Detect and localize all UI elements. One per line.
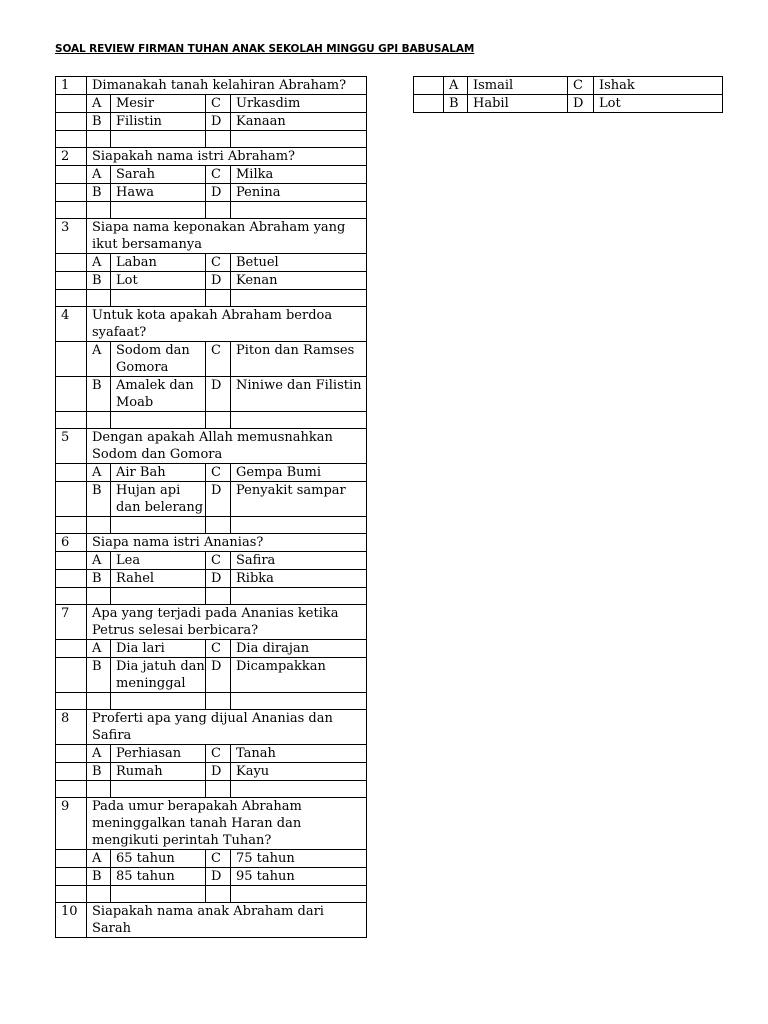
option-letter: B (87, 377, 111, 412)
blank-cell (206, 693, 231, 710)
option-row (56, 745, 367, 763)
option-letter: C (206, 166, 231, 184)
option-letter: B (87, 868, 111, 886)
blank-cell (111, 886, 206, 903)
option-letter: C (206, 745, 231, 763)
option-text: Betuel (231, 254, 367, 272)
question-text: Siapakah nama anak Abraham dari Sarah (87, 903, 367, 938)
blank-cell (56, 850, 87, 868)
option-text: Ismail (468, 77, 568, 95)
option-letter: A (87, 95, 111, 113)
spacer-row (56, 202, 367, 219)
option-text: Filistin (111, 113, 206, 131)
question-number: 2 (56, 148, 87, 166)
option-text: Kenan (231, 272, 367, 290)
option-letter: D (206, 570, 231, 588)
option-letter: C (206, 342, 231, 377)
option-letter: D (206, 272, 231, 290)
blank-cell (111, 588, 206, 605)
blank-cell (56, 113, 87, 131)
question-row (56, 77, 367, 95)
blank-cell (206, 131, 231, 148)
option-row (56, 868, 367, 886)
blank-cell (414, 77, 444, 95)
blank-cell (231, 781, 367, 798)
question-table-left (55, 76, 367, 938)
option-text: 75 tahun (231, 850, 367, 868)
question-text: Siapa nama istri Ananias? (87, 534, 367, 552)
blank-cell (56, 763, 87, 781)
option-text: Air Bah (111, 464, 206, 482)
option-row (56, 166, 367, 184)
blank-cell (87, 886, 111, 903)
blank-cell (206, 412, 231, 429)
option-text: Hawa (111, 184, 206, 202)
option-text: Penyakit sampar (231, 482, 367, 517)
blank-cell (231, 202, 367, 219)
option-letter: B (87, 272, 111, 290)
option-text: Dicampakkan (231, 658, 367, 693)
spacer-row (56, 588, 367, 605)
blank-cell (56, 517, 87, 534)
option-letter: A (444, 77, 468, 95)
option-text: Sodom dan Gomora (111, 342, 206, 377)
question-text: Dengan apakah Allah memusnahkan Sodom dan Gomora (87, 429, 367, 464)
blank-cell (56, 570, 87, 588)
blank-cell (87, 412, 111, 429)
spacer-row (56, 412, 367, 429)
blank-cell (231, 517, 367, 534)
blank-cell (206, 886, 231, 903)
blank-cell (87, 202, 111, 219)
option-row (56, 342, 367, 377)
question-row (56, 710, 367, 745)
blank-cell (56, 184, 87, 202)
option-letter: D (206, 377, 231, 412)
question-number: 6 (56, 534, 87, 552)
blank-cell (56, 202, 87, 219)
question-number: 10 (56, 903, 87, 938)
question-row (56, 219, 367, 254)
option-row (56, 570, 367, 588)
blank-cell (56, 412, 87, 429)
option-text: 85 tahun (111, 868, 206, 886)
question-row (56, 534, 367, 552)
option-text: Kayu (231, 763, 367, 781)
option-row (56, 184, 367, 202)
option-letter: C (568, 77, 594, 95)
question-number: 8 (56, 710, 87, 745)
question-row (56, 148, 367, 166)
blank-cell (231, 131, 367, 148)
blank-cell (56, 95, 87, 113)
blank-cell (111, 412, 206, 429)
option-row (56, 464, 367, 482)
blank-cell (87, 290, 111, 307)
question-row (56, 798, 367, 850)
blank-cell (206, 588, 231, 605)
option-row (56, 377, 367, 412)
spacer-row (56, 517, 367, 534)
option-letter: C (206, 95, 231, 113)
option-text: Lea (111, 552, 206, 570)
blank-cell (111, 131, 206, 148)
option-letter: B (87, 482, 111, 517)
option-letter: A (87, 745, 111, 763)
blank-cell (111, 290, 206, 307)
blank-cell (56, 868, 87, 886)
option-row (414, 95, 723, 113)
question-text: Untuk kota apakah Abraham berdoa syafaat? (87, 307, 367, 342)
question-table-right (413, 76, 723, 113)
blank-cell (414, 95, 444, 113)
blank-cell (56, 886, 87, 903)
page-title: SOAL REVIEW FIRMAN TUHAN ANAK SEKOLAH MINGGU GPI BABUSALAM (55, 43, 475, 55)
option-text: Ishak (594, 77, 723, 95)
option-letter: D (206, 184, 231, 202)
blank-cell (56, 588, 87, 605)
option-row (56, 640, 367, 658)
blank-cell (87, 517, 111, 534)
option-letter: B (87, 763, 111, 781)
option-letter: C (206, 464, 231, 482)
option-letter: A (87, 552, 111, 570)
blank-cell (111, 517, 206, 534)
question-row (56, 307, 367, 342)
blank-cell (206, 202, 231, 219)
option-text: Piton dan Ramses (231, 342, 367, 377)
option-letter: B (87, 570, 111, 588)
question-number: 1 (56, 77, 87, 95)
blank-cell (56, 482, 87, 517)
option-letter: D (206, 658, 231, 693)
option-letter: C (206, 552, 231, 570)
option-letter: A (87, 342, 111, 377)
question-number: 9 (56, 798, 87, 850)
blank-cell (56, 640, 87, 658)
option-letter: D (206, 868, 231, 886)
blank-cell (111, 781, 206, 798)
question-text: Pada umur berapakah Abraham meninggalkan tanah Haran dan mengikuti perintah Tuhan? (87, 798, 367, 850)
option-text: Tanah (231, 745, 367, 763)
question-text: Siapa nama keponakan Abraham yang ikut bersamanya (87, 219, 367, 254)
question-number: 3 (56, 219, 87, 254)
option-text: Laban (111, 254, 206, 272)
option-letter: B (87, 113, 111, 131)
option-text: Gempa Bumi (231, 464, 367, 482)
option-letter: A (87, 166, 111, 184)
option-text: Niniwe dan Filistin (231, 377, 367, 412)
option-letter: D (206, 113, 231, 131)
question-text: Apa yang terjadi pada Ananias ketika Petrus selesai berbicara? (87, 605, 367, 640)
question-number: 5 (56, 429, 87, 464)
blank-cell (56, 693, 87, 710)
option-row (56, 658, 367, 693)
option-text: Lot (594, 95, 723, 113)
question-row (56, 903, 367, 938)
option-text: Kanaan (231, 113, 367, 131)
option-row (56, 482, 367, 517)
option-row (56, 272, 367, 290)
blank-cell (206, 290, 231, 307)
question-number: 7 (56, 605, 87, 640)
option-text: 65 tahun (111, 850, 206, 868)
option-row (56, 95, 367, 113)
blank-cell (111, 202, 206, 219)
blank-cell (56, 166, 87, 184)
blank-cell (56, 781, 87, 798)
option-row (414, 77, 723, 95)
question-row (56, 429, 367, 464)
option-letter: D (568, 95, 594, 113)
option-text: Habil (468, 95, 568, 113)
blank-cell (231, 412, 367, 429)
blank-cell (56, 377, 87, 412)
option-text: Perhiasan (111, 745, 206, 763)
spacer-row (56, 886, 367, 903)
option-letter: C (206, 254, 231, 272)
option-letter: A (87, 254, 111, 272)
blank-cell (231, 290, 367, 307)
option-row (56, 552, 367, 570)
spacer-row (56, 290, 367, 307)
option-text: Amalek dan Moab (111, 377, 206, 412)
blank-cell (231, 886, 367, 903)
option-text: Safira (231, 552, 367, 570)
blank-cell (56, 254, 87, 272)
question-text: Siapakah nama istri Abraham? (87, 148, 367, 166)
blank-cell (87, 781, 111, 798)
blank-cell (56, 658, 87, 693)
option-text: Mesir (111, 95, 206, 113)
blank-cell (87, 693, 111, 710)
option-text: Rahel (111, 570, 206, 588)
blank-cell (56, 342, 87, 377)
option-row (56, 763, 367, 781)
spacer-row (56, 781, 367, 798)
option-row (56, 850, 367, 868)
option-letter: A (87, 850, 111, 868)
option-row (56, 254, 367, 272)
blank-cell (56, 552, 87, 570)
blank-cell (87, 131, 111, 148)
question-text: Dimanakah tanah kelahiran Abraham? (87, 77, 367, 95)
option-text: Dia jatuh dan meninggal (111, 658, 206, 693)
option-text: Lot (111, 272, 206, 290)
option-text: Dia lari (111, 640, 206, 658)
blank-cell (231, 588, 367, 605)
option-letter: C (206, 850, 231, 868)
option-text: Urkasdim (231, 95, 367, 113)
question-text: Proferti apa yang dijual Ananias dan Safira (87, 710, 367, 745)
blank-cell (56, 745, 87, 763)
blank-cell (87, 588, 111, 605)
blank-cell (56, 290, 87, 307)
option-text: Rumah (111, 763, 206, 781)
option-letter: B (444, 95, 468, 113)
option-letter: B (87, 658, 111, 693)
blank-cell (111, 693, 206, 710)
option-text: 95 tahun (231, 868, 367, 886)
option-text: Milka (231, 166, 367, 184)
blank-cell (206, 517, 231, 534)
blank-cell (231, 693, 367, 710)
option-text: Ribka (231, 570, 367, 588)
option-letter: B (87, 184, 111, 202)
option-letter: D (206, 482, 231, 517)
blank-cell (56, 131, 87, 148)
blank-cell (56, 272, 87, 290)
option-text: Sarah (111, 166, 206, 184)
question-number: 4 (56, 307, 87, 342)
question-row (56, 605, 367, 640)
option-text: Hujan api dan belerang (111, 482, 206, 517)
option-letter: D (206, 763, 231, 781)
spacer-row (56, 693, 367, 710)
option-text: Dia dirajan (231, 640, 367, 658)
option-letter: C (206, 640, 231, 658)
spacer-row (56, 131, 367, 148)
option-text: Penina (231, 184, 367, 202)
blank-cell (206, 781, 231, 798)
option-row (56, 113, 367, 131)
option-letter: A (87, 464, 111, 482)
option-letter: A (87, 640, 111, 658)
blank-cell (56, 464, 87, 482)
